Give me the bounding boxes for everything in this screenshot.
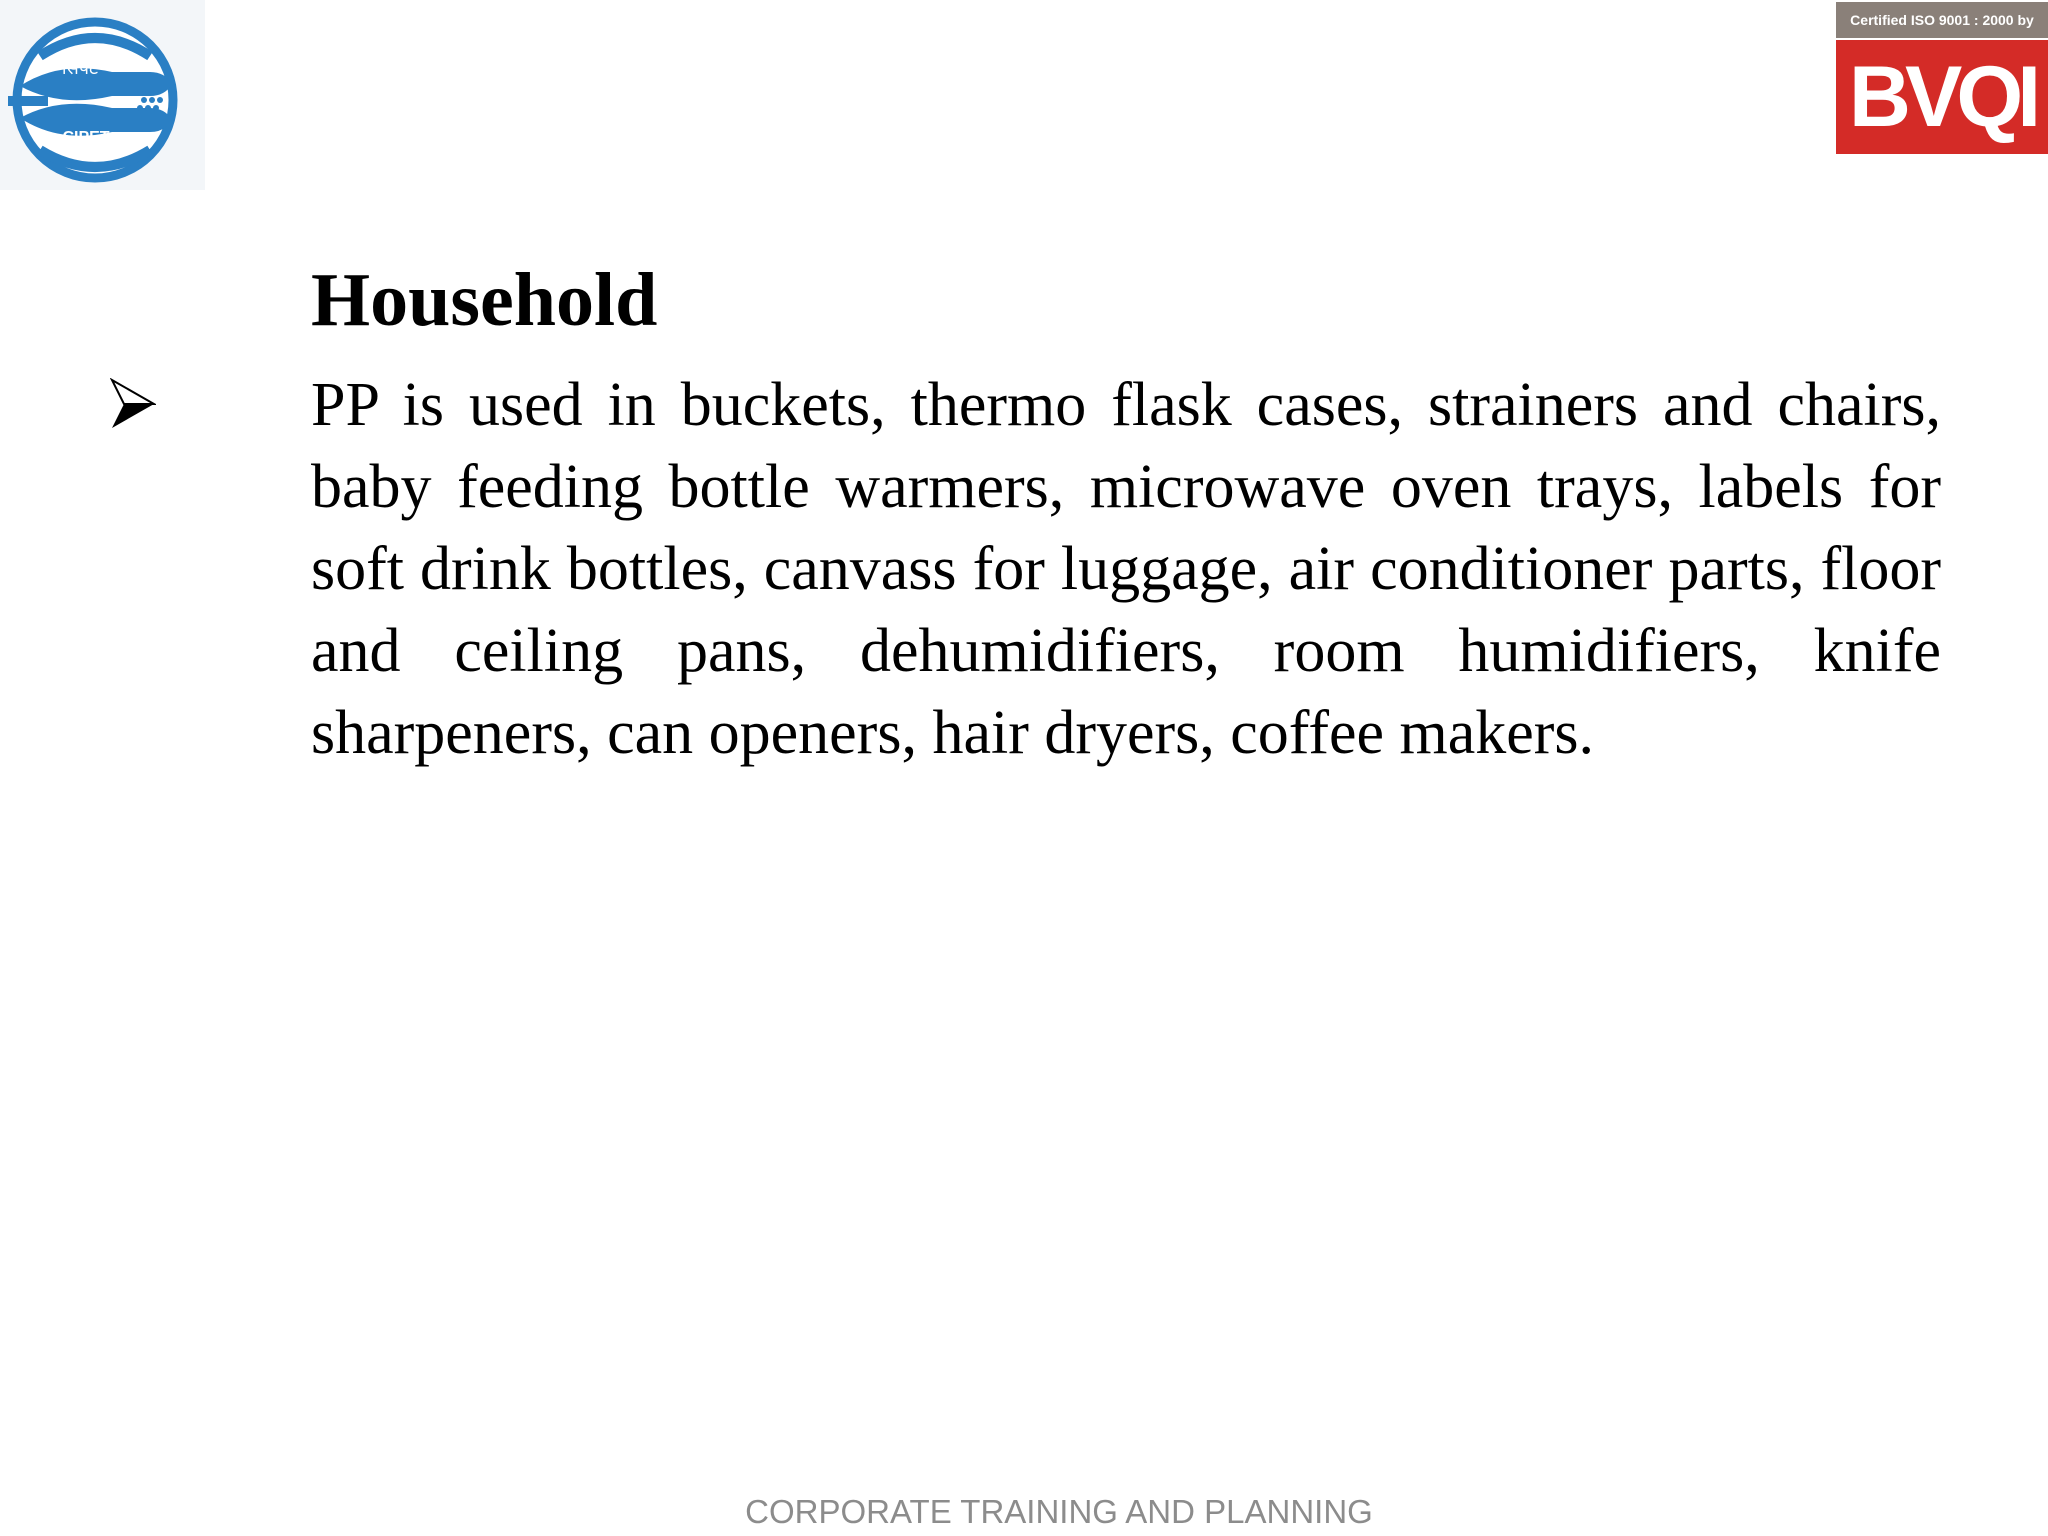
certification-strip: Certified ISO 9001 : 2000 by — [1836, 2, 2048, 38]
bvqi-brand-mark: BVQI — [1836, 40, 2048, 154]
bullet-body-text: PP is used in buckets, thermo flask cases, strainers and chairs, baby feeding bottle warmers, microwave oven trays, labels for soft drink bottles, canvass for luggage, air conditioner parts, floor and ceiling pans, dehumidifiers, room humidifiers, knife sharpeners, can openers, hair dryers, coffee makers. — [311, 371, 1941, 767]
footer-text: CORPORATE TRAINING AND PLANNING — [745, 1493, 1373, 1530]
cipet-logo-icon — [0, 0, 205, 190]
cipet-logo-bottom-text: CIPET — [62, 129, 110, 146]
arrowhead-bullet-icon — [110, 378, 156, 430]
bvqi-logo-icon — [1836, 2, 2048, 154]
footer — [0, 1492, 2048, 1532]
slide-heading: Household — [311, 258, 658, 342]
cipet-logo-top-text: सिपेट — [61, 58, 99, 79]
